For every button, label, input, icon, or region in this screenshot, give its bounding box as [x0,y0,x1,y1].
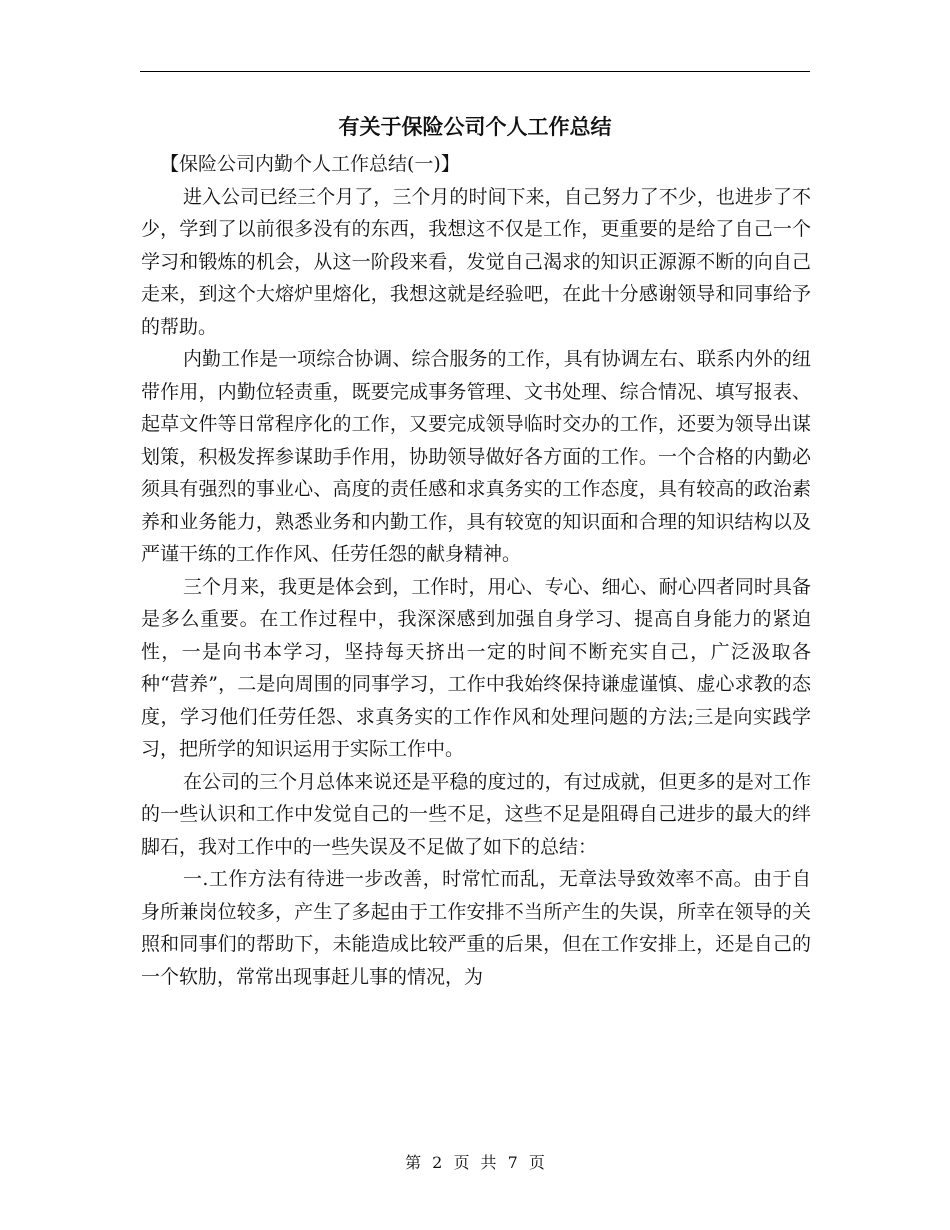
paragraph-2: 内勤工作是一项综合协调、综合服务的工作，具有协调左右、联系内外的纽带作用，内勤位轻责重，既要完成事务管理、文书处理、综合情况、填写报表、起草文件等日常程序化的工作，又要完成领导临时交办的工作，还要为领导出谋划策，积极发挥参谋助手作用，协助领导做好各方面的工作。一个合格的内勤必须具有强烈的事业心、高度的责任感和求真务实的工作态度，具有较高的政治素养和业务能力，熟悉业务和内勤工作，具有较宽的知识面和合理的知识结构以及严谨干练的工作作风、任劳任怨的献身精神。 [141,348,811,565]
document-body [141,148,811,993]
paragraph-3: 三个月来，我更是体会到，工作时，用心、专心、细心、耐心四者同时具备是多么重要。在工作过程中，我深深感到加强自身学习、提高自身能力的紧迫性，一是向书本学习，坚持每天挤出一定的时间不断充实自己，广泛汲取各种“营养”，二是向周围的同事学习，工作中我始终保持谦虚谨慎、虚心求教的态度，学习他们任劳任怨、求真务实的工作作风和处理问题的方法;三是向实践学习，把所学的知识运用于实际工作中。 [141,575,811,760]
paragraph-5: 一.工作方法有待进一步改善，时常忙而乱，无章法导致效率不高。由于自身所兼岗位较多，产生了多起由于工作安排不当所产生的失误，所幸在领导的关照和同事们的帮助下，未能造成比较严重的后果，但在工作安排上，还是自己的一个软肋，常常出现事赶儿事的情况，为 [141,868,811,988]
header-rule [140,71,810,72]
paragraph-4: 在公司的三个月总体来说还是平稳的度过的，有过成就，但更多的是对工作的一些认识和工作中发觉自己的一些不足，这些不足是阻碍自己进步的最大的绊脚石，我对工作中的一些失误及不足做了如下的总结： [141,770,811,858]
document-title: 有关于保险公司个人工作总结 [338,115,612,139]
page-number: 第 2 页 共 7 页 [405,1153,545,1172]
section-heading: 【保险公司内勤个人工作总结(一)】 [160,153,460,175]
paragraph-1: 进入公司已经三个月了，三个月的时间下来，自己努力了不少，也进步了不少，学到了以前很多没有的东西，我想这不仅是工作，更重要的是给了自己一个学习和锻炼的机会，从这一阶段来看，发觉自己渴求的知识正源源不断的向自己走来，到这个大熔炉里熔化，我想这就是经验吧，在此十分感谢领导和同事给予的帮助。 [141,185,811,338]
